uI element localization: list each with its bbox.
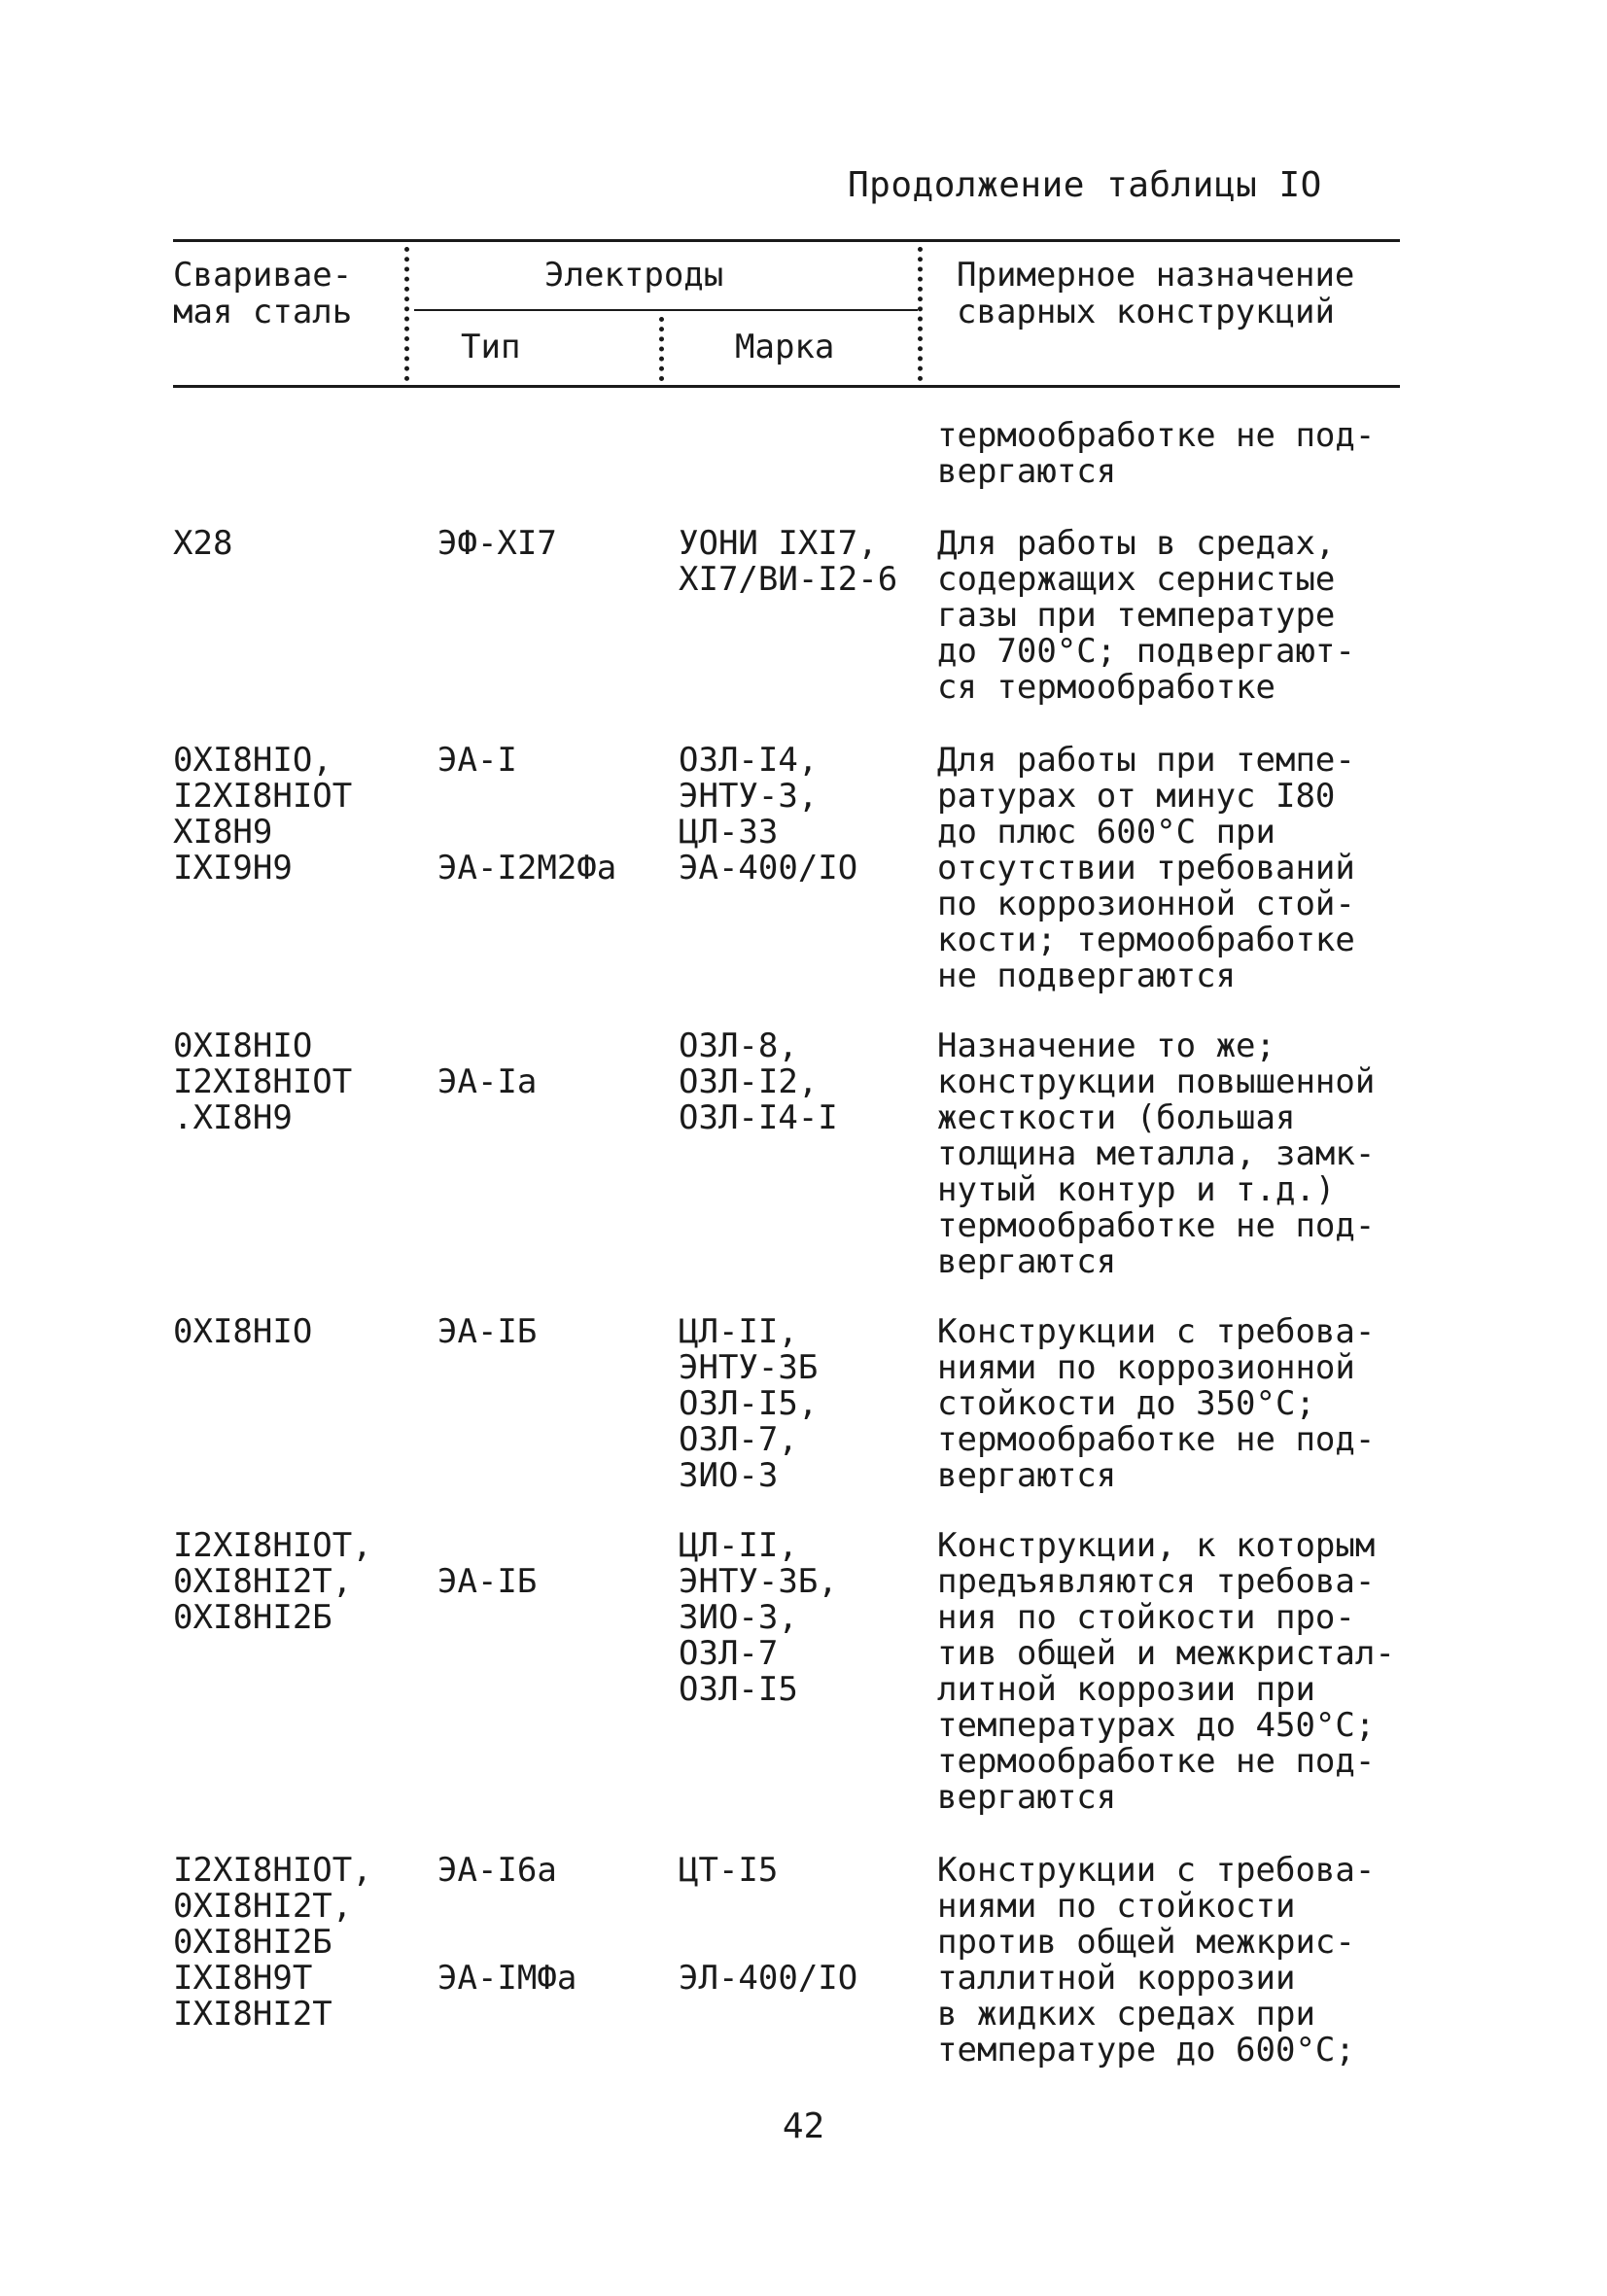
row-2-purpose: Для работы при темпе- ратурах от минус I80 до плюс 600°С при отсутствии требований по коррозионной стой- кости; термообработке не подвергаются — [937, 741, 1355, 995]
row-4-type: ЭА-IБ — [437, 1312, 538, 1351]
row-5-purpose: Конструкции, к которым предъявляются требова- ния по стойкости про- тив общей и межкристал- литной коррозии при температурах до 450°С; термообработке не под- вергаются — [937, 1526, 1395, 1817]
row-6-type: ЭА-I6а ЭА-IМФа — [437, 1851, 577, 1998]
electrodes-subheader-rule — [414, 309, 918, 311]
row-0-purpose: термообработке не под- вергаются — [937, 416, 1376, 491]
header-separator-1 — [404, 247, 409, 381]
row-6-purpose: Конструкции с требова- ниями по стойкости против общей межкрис- таллитной коррозии в жидких средах при температуре до 600°С; — [937, 1851, 1376, 2070]
header-separator-3 — [918, 247, 923, 381]
row-1-purpose: Для работы в средах, содержащих сернистые газы при температуре до 700°С; подвергают- ся термообработке — [937, 524, 1355, 707]
row-6-brand: ЦТ-I5 ЭЛ-400/IО — [679, 1851, 858, 1998]
header-type: Тип — [461, 328, 521, 366]
header-separator-2 — [659, 317, 664, 381]
row-2-brand: ОЗЛ-I4, ЭНТУ-3, ЦЛ-33 ЭА-400/IО — [679, 741, 858, 887]
row-4-steel: 0ХI8НIО — [173, 1312, 313, 1351]
row-6-steel: I2ХI8НIОТ, 0ХI8НI2Т, 0ХI8НI2Б IХI8Н9Т IХI8НI2Т — [173, 1851, 372, 2034]
row-2-type: ЭА-I ЭА-I2М2Фа — [437, 741, 617, 887]
row-4-brand: ЦЛ-II, ЭНТУ-3Б ОЗЛ-I5, ОЗЛ-7, ЗИО-3 — [679, 1312, 819, 1495]
header-electrodes: Электроды — [544, 256, 724, 295]
table-continuation-label: Продолжение таблицы IO — [848, 165, 1322, 205]
row-3-brand: ОЗЛ-8, ОЗЛ-I2, ОЗЛ-I4-I — [679, 1026, 838, 1137]
row-5-brand: ЦЛ-II, ЭНТУ-3Б, ЗИО-3, ОЗЛ-7 ОЗЛ-I5 — [679, 1526, 838, 1709]
table-top-rule — [173, 239, 1400, 242]
row-4-purpose: Конструкции с требова- ниями по коррозионной стойкости до 350°С; термообработке не под- вергаются — [937, 1312, 1376, 1495]
header-purpose: Примерное назначение сварных конструкций — [957, 256, 1355, 331]
row-3-type: ЭА-Iа — [437, 1062, 538, 1101]
row-3-steel: 0ХI8НIО I2ХI8НIОТ .ХI8Н9 — [173, 1026, 353, 1137]
page-number: 42 — [782, 2106, 825, 2146]
row-1-type: ЭФ-ХI7 — [437, 524, 557, 563]
header-brand: Марка — [735, 328, 835, 366]
header-steel: Свариваe- мая сталь — [173, 256, 353, 331]
row-1-steel: Х28 — [173, 524, 233, 563]
row-5-steel: I2ХI8НIОТ, 0ХI8НI2Т, 0ХI8НI2Б — [173, 1526, 372, 1637]
row-1-brand: УОНИ IХI7, ХI7/ВИ-I2-6 — [679, 524, 898, 599]
row-5-type: ЭА-IБ — [437, 1562, 538, 1601]
table-header-bottom-rule — [173, 385, 1400, 388]
row-3-purpose: Назначение то же; конструкции повышенной жесткости (большая толщина металла, замк- нутый контур и т.д.) термообработке не под- вергаются — [937, 1026, 1376, 1281]
row-2-steel: 0ХI8НIО, I2ХI8НIОТ ХI8Н9 IХI9Н9 — [173, 741, 353, 887]
